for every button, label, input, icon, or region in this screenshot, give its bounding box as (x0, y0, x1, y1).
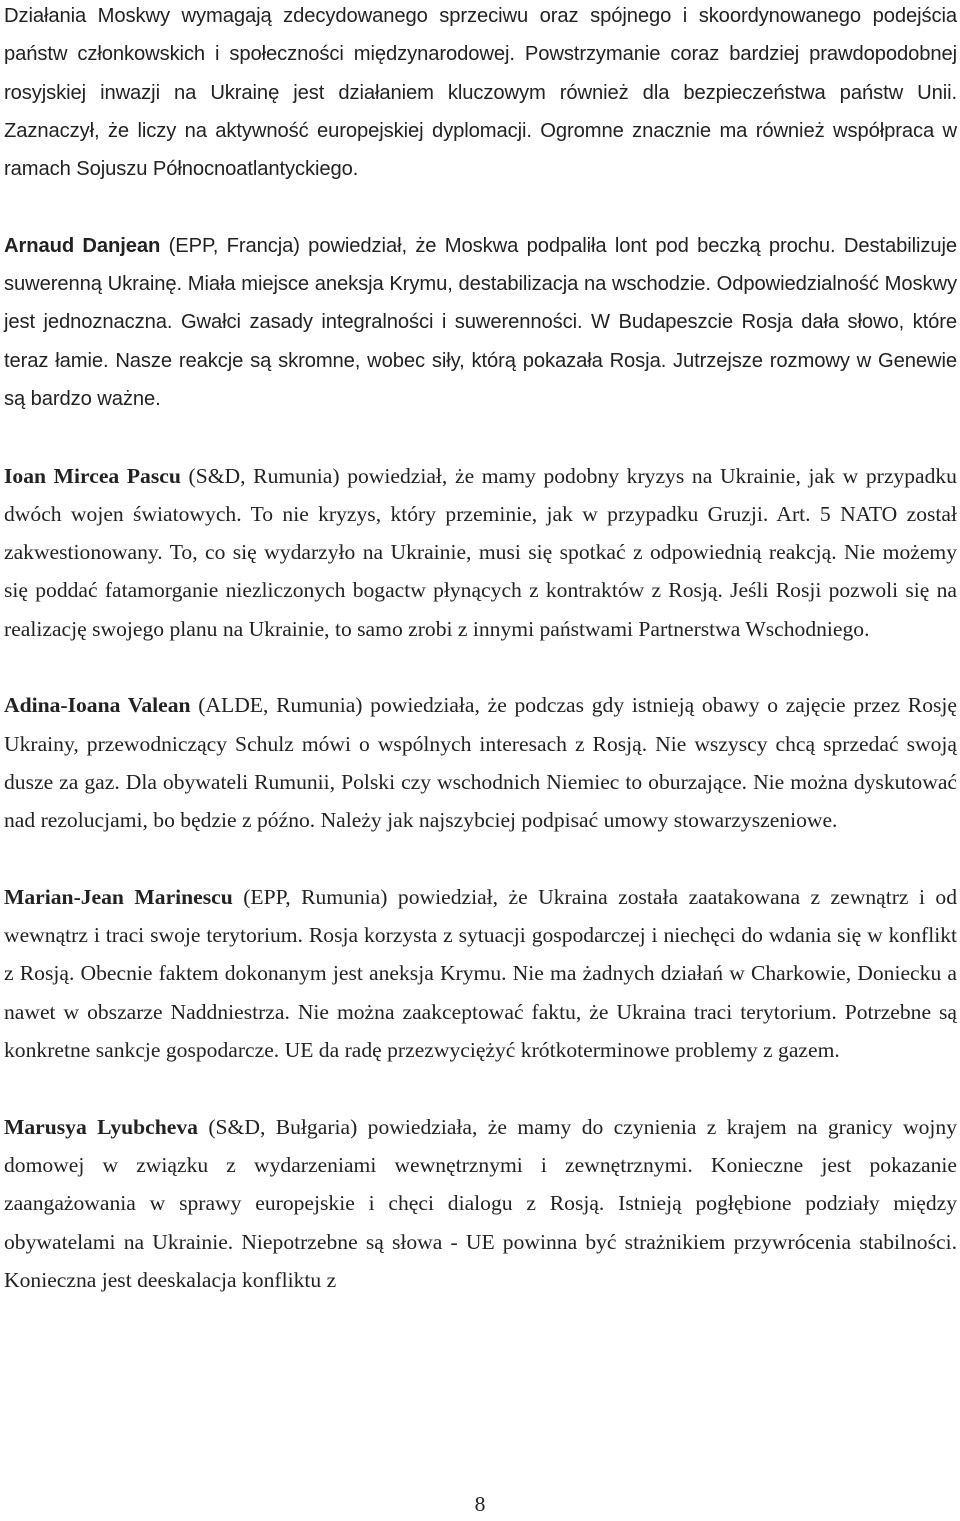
paragraph-marinescu (4, 878, 957, 1069)
paragraph-lyubcheva (4, 1108, 957, 1299)
paragraph-pascu (4, 457, 957, 648)
paragraph-text: (EPP, Rumunia) powiedział, że Ukraina została zaatakowana z zewnątrz i od wewnątrz i traci swoje terytorium. Rosja korzysta z sytuacji gospodarczej i niechęci do wdania się w konflikt z Rosją. Obecnie faktem dokonanym jest aneksja Krymu. Nie ma żadnych działań w Charkowie, Doniecku a nawet w obszarze Naddniestrza. Nie można zaakceptować faktu, że Ukraina traci terytorium. Potrzebne są konkretne sankcje gospodarcze. UE da radę przezwyciężyć krótkoterminowe problemy z gazem. (4, 884, 957, 1063)
paragraph-text: (ALDE, Rumunia) powiedziała, że podczas gdy istnieją obawy o zajęcie przez Rosję Ukrainy, przewodniczący Schulz mówi o wspólnych interesach z Rosją. Nie wszyscy chcą sprzedać swoją dusze za gaz. Dla obywateli Rumunii, Polski czy wschodnich Niemiec to oburzające. Nie można dyskutować nad rezolucjami, bo będzie z późno. Należy jak najszybciej podpisać umowy stowarzyszeniowe. (4, 693, 957, 833)
speaker-name: Marusya Lyubcheva (4, 1114, 198, 1139)
paragraph-text: (EPP, Francja) powiedział, że Moskwa podpaliła lont pod beczką prochu. Destabilizuje suwerenną Ukrainę. Miała miejsce aneksja Krymu, destabilizacja na wschodzie. Odpowiedzialność Moskwy jest jednoznaczna. Gwałci zasady integralności i suwerenności. W Budapeszcie Rosja dała słowo, które teraz łamie. Nasze reakcje są skromne, wobec siły, którą pokazała Rosja. Jutrzejsze rozmowy w Genewie są bardzo ważne. (4, 234, 957, 410)
page-number: 8 (474, 1492, 486, 1516)
paragraph-danjean (4, 227, 957, 418)
speaker-name: Adina-Ioana Valean (4, 693, 191, 718)
paragraph-intro (4, 0, 957, 188)
speaker-name: Ioan Mircea Pascu (4, 463, 181, 488)
paragraph-valean (4, 686, 957, 839)
speaker-name: Marian-Jean Marinescu (4, 884, 233, 909)
speaker-name: Arnaud Danjean (4, 234, 161, 257)
paragraph-text: Działania Moskwy wymagają zdecydowanego sprzeciwu oraz spójnego i skoordynowanego podejścia państw członkowskich i społeczności międzynarodowej. Powstrzymanie coraz bardziej prawdopodobnej rosyjskiej inwazji na Ukrainę jest działaniem kluczowym również dla bezpieczeństwa państw Unii. Zaznaczył, że liczy na aktywność europejskiej dyplomacji. Ogromne znacznie ma również współpraca w ramach Sojuszu Północnoatlantyckiego. (4, 5, 957, 181)
paragraph-text: (S&D, Rumunia) powiedział, że mamy podobny kryzys na Ukrainie, jak w przypadku dwóch wojen światowych. To nie kryzys, który przeminie, jak w przypadku Gruzji. Art. 5 NATO został zakwestionowany. To, co się wydarzyło na Ukrainie, musi się spotkać z odpowiednią reakcją. Nie możemy się poddać fatamorganie niezliczonych bogactw płynących z kontraktów z Rosją. Jeśli Rosji pozwoli się na realizację swojego planu na Ukrainie, to samo zrobi z innymi państwami Partnerstwa Wschodniego. (4, 463, 957, 641)
document-page (4, 0, 957, 1299)
paragraph-text: (S&D, Bułgaria) powiedziała, że mamy do czynienia z krajem na granicy wojny domowej w związku z wydarzeniami wewnętrznymi i zewnętrznymi. Konieczne jest pokazanie zaangażowania w sprawy europejskie i chęci dialogu z Rosją. Istnieją pogłębione podziały między obywatelami na Ukrainie. Niepotrzebne są słowa - UE powinna być strażnikiem przywrócenia stabilności. Konieczna jest deeskalacja konfliktu z (4, 1114, 958, 1292)
